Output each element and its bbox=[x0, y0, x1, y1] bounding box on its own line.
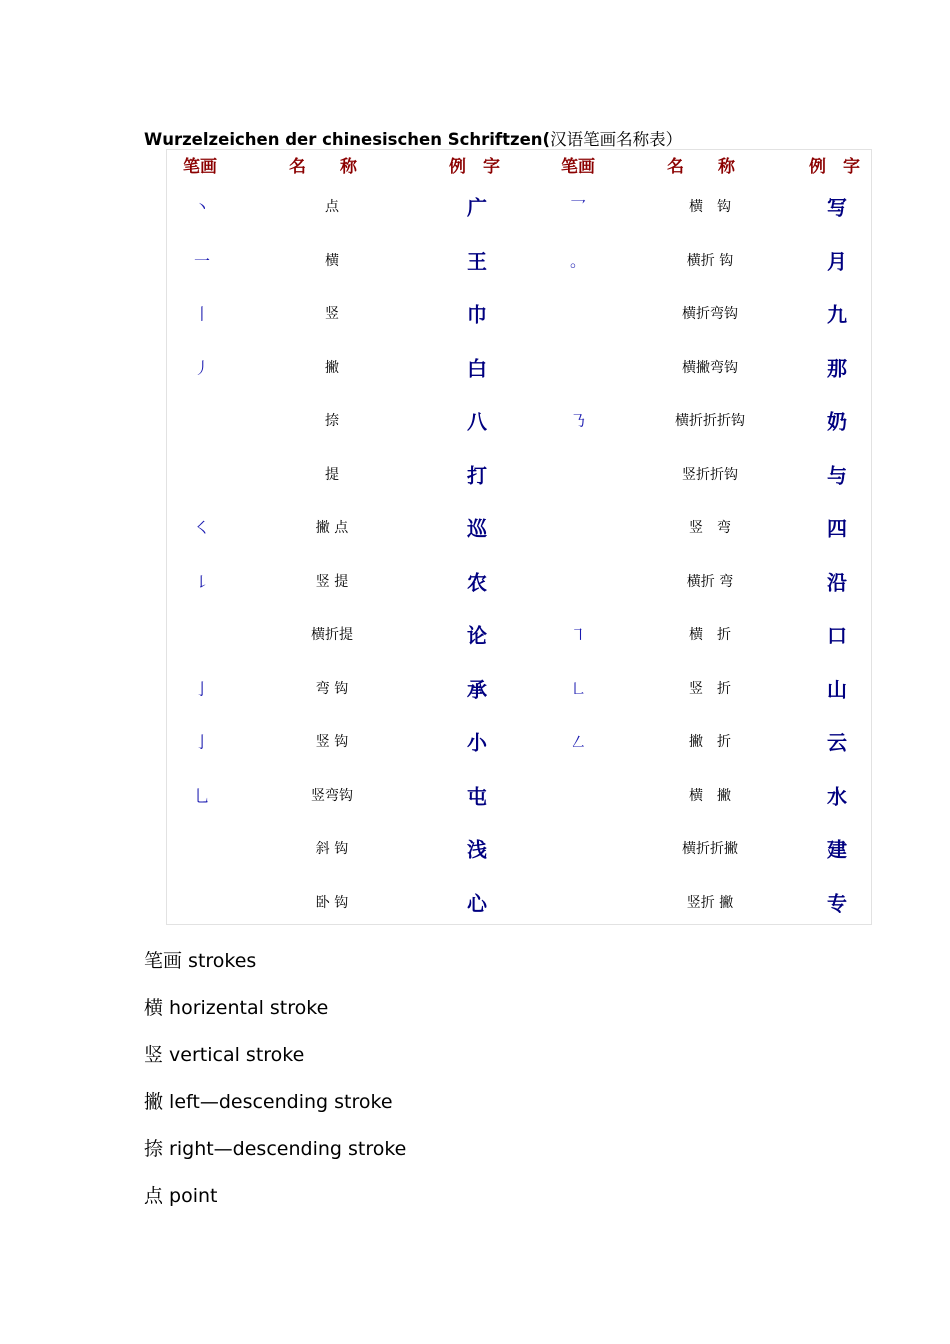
right-example-cell: 四 bbox=[827, 516, 847, 541]
right-name-cell: 横折 钩 bbox=[686, 252, 734, 269]
right-example-cell: 写 bbox=[827, 195, 847, 220]
left-name-cell: 竖 提 bbox=[315, 573, 349, 590]
left-example-cell: 广 bbox=[467, 195, 487, 220]
right-name-cell: 横折 弯 bbox=[686, 573, 734, 590]
right-stroke-cell: ㇜ bbox=[569, 732, 587, 752]
right-stroke-cell: 乛 bbox=[569, 197, 587, 217]
title-german: Wurzelzeichen der chinesischen Schriftzen( bbox=[144, 130, 551, 149]
right-stroke-cell: ㇕ bbox=[569, 625, 587, 645]
left-name-cell: 捺 bbox=[325, 413, 339, 429]
right-example-cell: 建 bbox=[827, 837, 847, 862]
left-stroke-cell: 丨 bbox=[193, 304, 211, 324]
left-name-cell: 斜 钩 bbox=[315, 841, 349, 857]
right-example-cell: 与 bbox=[827, 463, 847, 487]
header-example-right: 例 字 bbox=[809, 157, 860, 177]
left-stroke-cell: ㇙ bbox=[193, 572, 211, 591]
right-name-cell: 横撇弯钩 bbox=[682, 359, 738, 376]
left-stroke-cell: 乚 bbox=[193, 786, 211, 805]
title-chinese: 汉语笔画名称表） bbox=[550, 130, 683, 149]
right-example-cell: 云 bbox=[827, 730, 847, 755]
right-example-cell: 口 bbox=[827, 623, 847, 648]
right-name-cell: 竖折 撇 bbox=[686, 894, 734, 911]
left-example-cell: 论 bbox=[467, 623, 487, 648]
header-stroke-left: 笔画 bbox=[183, 157, 217, 177]
left-stroke-cell: 一 bbox=[193, 251, 211, 270]
left-stroke-cell: 亅 bbox=[193, 679, 211, 698]
right-example-cell: 那 bbox=[827, 356, 847, 380]
right-name-cell: 横折弯钩 bbox=[682, 306, 738, 322]
right-example-cell: 山 bbox=[827, 677, 847, 701]
left-stroke-cell: 丶 bbox=[193, 197, 211, 217]
right-example-cell: 沿 bbox=[827, 570, 847, 594]
document-title bbox=[144, 126, 682, 150]
left-stroke-cell: 亅 bbox=[193, 732, 211, 752]
glossary-left-descending: 撇 left—descending stroke bbox=[144, 1091, 393, 1113]
right-name-cell: 横 钩 bbox=[689, 199, 731, 215]
left-name-cell: 竖 bbox=[325, 306, 339, 322]
right-name-cell: 竖 弯 bbox=[689, 520, 731, 536]
left-example-cell: 王 bbox=[467, 249, 487, 273]
left-example-cell: 农 bbox=[467, 570, 487, 594]
left-example-cell: 屯 bbox=[467, 784, 487, 808]
stroke-table bbox=[166, 149, 872, 925]
left-example-cell: 承 bbox=[467, 677, 487, 701]
left-name-cell: 点 bbox=[325, 199, 339, 215]
right-example-cell: 九 bbox=[827, 302, 847, 327]
right-name-cell: 竖 折 bbox=[689, 680, 731, 697]
right-stroke-cell: 。 bbox=[569, 251, 587, 270]
left-example-cell: 巡 bbox=[467, 516, 487, 541]
right-name-cell: 横 折 bbox=[689, 627, 731, 643]
glossary-strokes: 笔画 strokes bbox=[144, 950, 257, 972]
left-example-cell: 白 bbox=[467, 356, 487, 380]
right-name-cell: 横折折撇 bbox=[682, 841, 738, 857]
header-name-left: 名 称 bbox=[289, 157, 357, 177]
left-name-cell: 横折提 bbox=[311, 627, 353, 643]
left-name-cell: 竖弯钩 bbox=[311, 787, 353, 804]
right-example-cell: 月 bbox=[827, 249, 847, 273]
left-name-cell: 竖 钩 bbox=[315, 734, 349, 750]
left-stroke-cell: ㇛ bbox=[193, 518, 211, 538]
left-example-cell: 巾 bbox=[467, 302, 487, 327]
right-name-cell: 横折折折钩 bbox=[675, 413, 745, 429]
glossary-vertical: 竖 vertical stroke bbox=[144, 1044, 305, 1066]
right-stroke-cell: ㇡ bbox=[569, 411, 587, 431]
right-name-cell: 横 撇 bbox=[689, 787, 731, 804]
header-example-left: 例 字 bbox=[449, 157, 500, 177]
right-example-cell: 水 bbox=[827, 784, 847, 808]
glossary-right-descending: 捺 right—descending stroke bbox=[144, 1138, 407, 1160]
right-stroke-cell: ㇗ bbox=[569, 679, 587, 698]
left-example-cell: 浅 bbox=[467, 837, 487, 862]
right-example-cell: 奶 bbox=[827, 409, 847, 434]
left-stroke-cell: 丿 bbox=[193, 358, 211, 377]
glossary-horizontal: 横 horizental stroke bbox=[144, 997, 329, 1019]
left-name-cell: 卧 钩 bbox=[315, 894, 349, 911]
right-example-cell: 专 bbox=[827, 891, 847, 915]
left-name-cell: 撇 点 bbox=[315, 520, 349, 536]
left-example-cell: 心 bbox=[467, 891, 487, 915]
left-example-cell: 小 bbox=[467, 730, 487, 755]
right-name-cell: 竖折折钩 bbox=[682, 466, 738, 483]
right-name-cell: 撇 折 bbox=[689, 734, 731, 750]
left-example-cell: 打 bbox=[467, 463, 487, 487]
header-stroke-right: 笔画 bbox=[561, 157, 595, 177]
left-name-cell: 横 bbox=[325, 252, 339, 269]
left-name-cell: 撇 bbox=[325, 359, 339, 376]
left-example-cell: 八 bbox=[467, 409, 487, 434]
left-name-cell: 弯 钩 bbox=[315, 680, 349, 697]
glossary-point: 点 point bbox=[144, 1185, 218, 1207]
header-name-right: 名 称 bbox=[667, 157, 735, 177]
left-name-cell: 提 bbox=[325, 466, 339, 483]
glossary bbox=[144, 946, 406, 1228]
